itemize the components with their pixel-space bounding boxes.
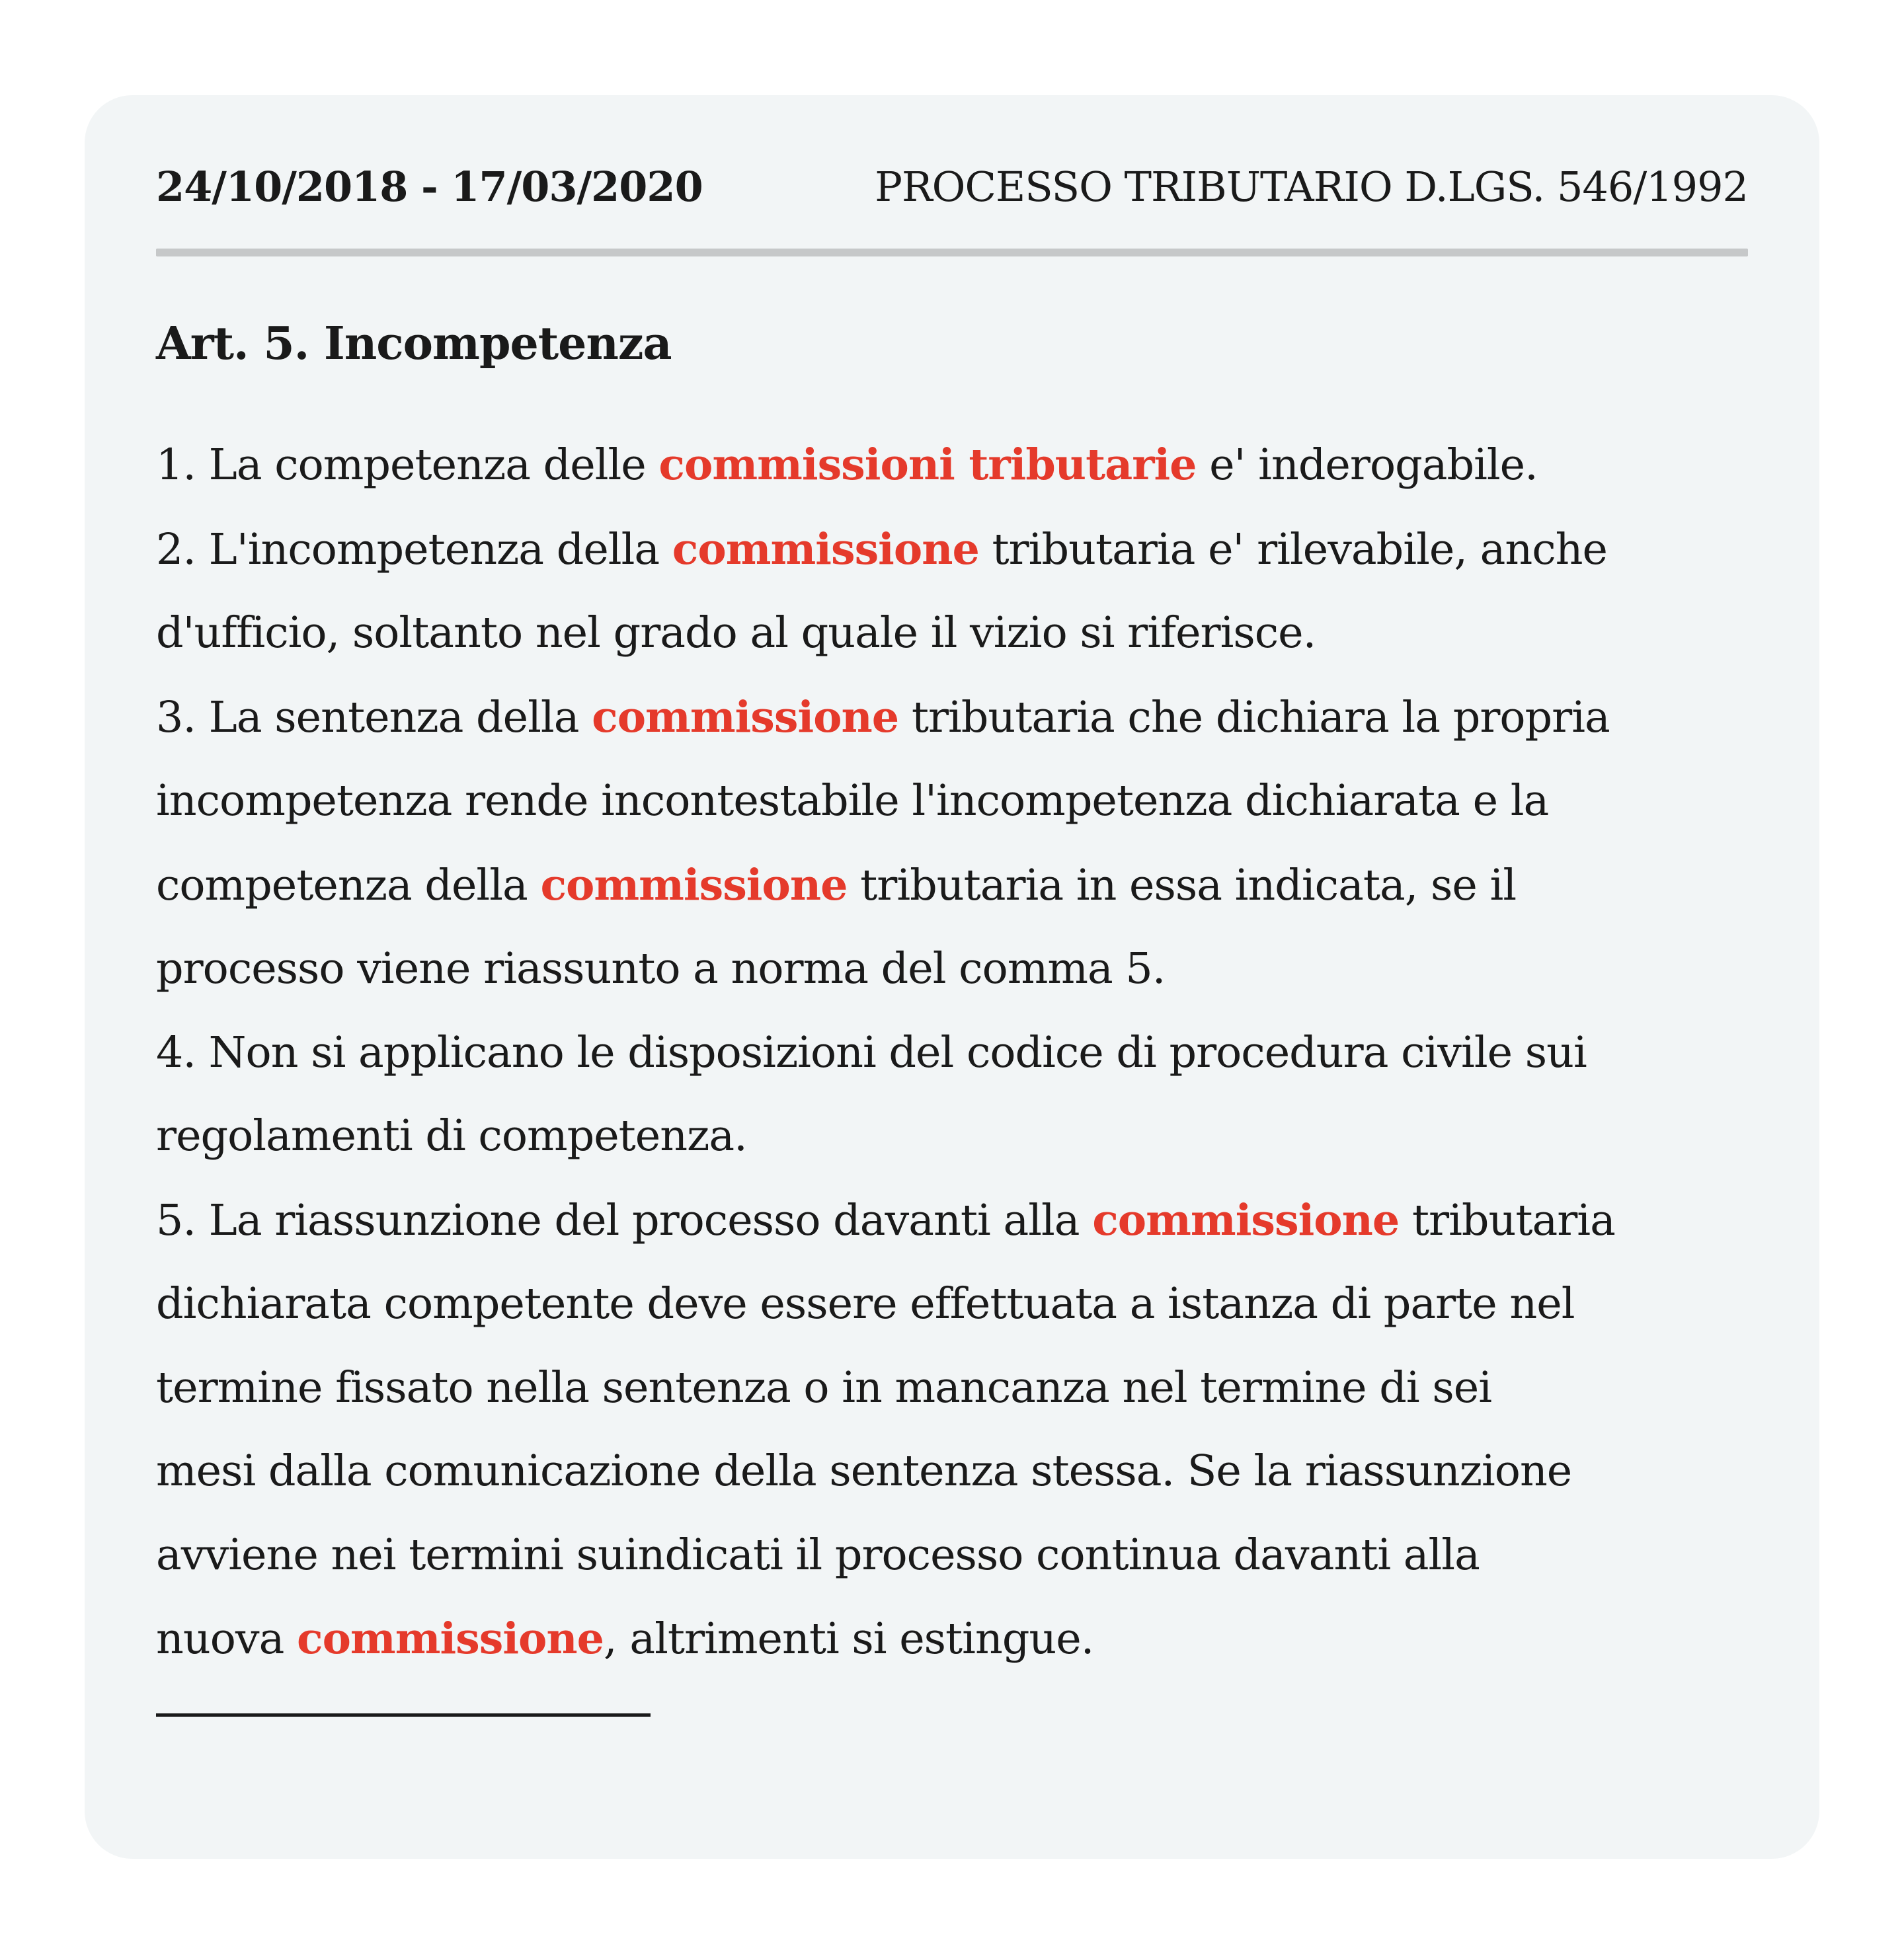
line-text: tributaria in essa indicata, se il bbox=[847, 860, 1517, 910]
highlighted-term[interactable]: commissione bbox=[1092, 1194, 1400, 1245]
line-text: tributaria e' rilevabile, anche bbox=[978, 524, 1608, 574]
line-text: nuova bbox=[156, 1614, 297, 1664]
article-line bbox=[156, 676, 1748, 760]
highlighted-term[interactable]: commissione bbox=[672, 524, 979, 574]
line-text: avviene nei termini suindicati il processo continua davanti alla bbox=[156, 1530, 1480, 1580]
article-line bbox=[156, 1347, 1748, 1430]
article-body bbox=[156, 423, 1748, 1682]
line-text: , altrimenti si estingue. bbox=[604, 1614, 1094, 1664]
line-text: termine fissato nella sentenza o in mancanza nel termine di sei bbox=[156, 1362, 1491, 1413]
line-text: e' inderogabile. bbox=[1196, 440, 1538, 490]
law-title: PROCESSO TRIBUTARIO D.LGS. 546/1992 bbox=[875, 163, 1748, 211]
article-card bbox=[85, 95, 1819, 1859]
line-text: incompetenza rende incontestabile l'incompetenza dichiarata e la bbox=[156, 776, 1549, 826]
line-text: tributaria bbox=[1399, 1195, 1615, 1245]
article-title: Art. 5. Incompetenza bbox=[156, 317, 672, 370]
highlighted-term[interactable]: commissioni tributarie bbox=[658, 440, 1197, 490]
article-line bbox=[156, 843, 1748, 928]
header-divider bbox=[156, 249, 1748, 256]
line-text: d'ufficio, soltanto nel grado al quale il vizio si riferisce. bbox=[156, 608, 1316, 658]
article-line bbox=[156, 1597, 1748, 1682]
article-line bbox=[156, 508, 1748, 592]
line-text: 4. Non si applicano le disposizioni del codice di procedura civile sui bbox=[156, 1027, 1587, 1077]
line-text: dichiarata competente deve essere effettuata a istanza di parte nel bbox=[156, 1279, 1575, 1329]
article-line bbox=[156, 1179, 1748, 1263]
highlighted-term[interactable]: commissione bbox=[592, 691, 899, 742]
line-text: competenza della bbox=[156, 860, 541, 910]
line-text: mesi dalla comunicazione della sentenza stessa. Se la riassunzione bbox=[156, 1446, 1572, 1496]
line-text: tributaria che dichiara la propria bbox=[898, 692, 1610, 742]
article-line bbox=[156, 592, 1748, 676]
card-header bbox=[156, 155, 1748, 219]
footnote-rule bbox=[156, 1713, 651, 1717]
line-text: 1. La competenza delle bbox=[156, 440, 659, 490]
highlighted-term[interactable]: commissione bbox=[297, 1614, 604, 1664]
line-text: 2. L'incompetenza della bbox=[156, 524, 672, 574]
article-line bbox=[156, 1514, 1748, 1598]
highlighted-term[interactable]: commissione bbox=[540, 859, 848, 910]
line-text: processo viene riassunto a norma del comma 5. bbox=[156, 944, 1166, 994]
line-text: 3. La sentenza della bbox=[156, 692, 592, 742]
article-line bbox=[156, 1263, 1748, 1347]
article-line bbox=[156, 1095, 1748, 1179]
article-line bbox=[156, 1430, 1748, 1514]
line-text: regolamenti di competenza. bbox=[156, 1111, 747, 1161]
article-line bbox=[156, 1011, 1748, 1095]
article-line bbox=[156, 760, 1748, 843]
article-line bbox=[156, 927, 1748, 1011]
article-line bbox=[156, 423, 1748, 508]
line-text: 5. La riassunzione del processo davanti alla bbox=[156, 1195, 1093, 1245]
date-range: 24/10/2018 - 17/03/2020 bbox=[156, 163, 703, 211]
